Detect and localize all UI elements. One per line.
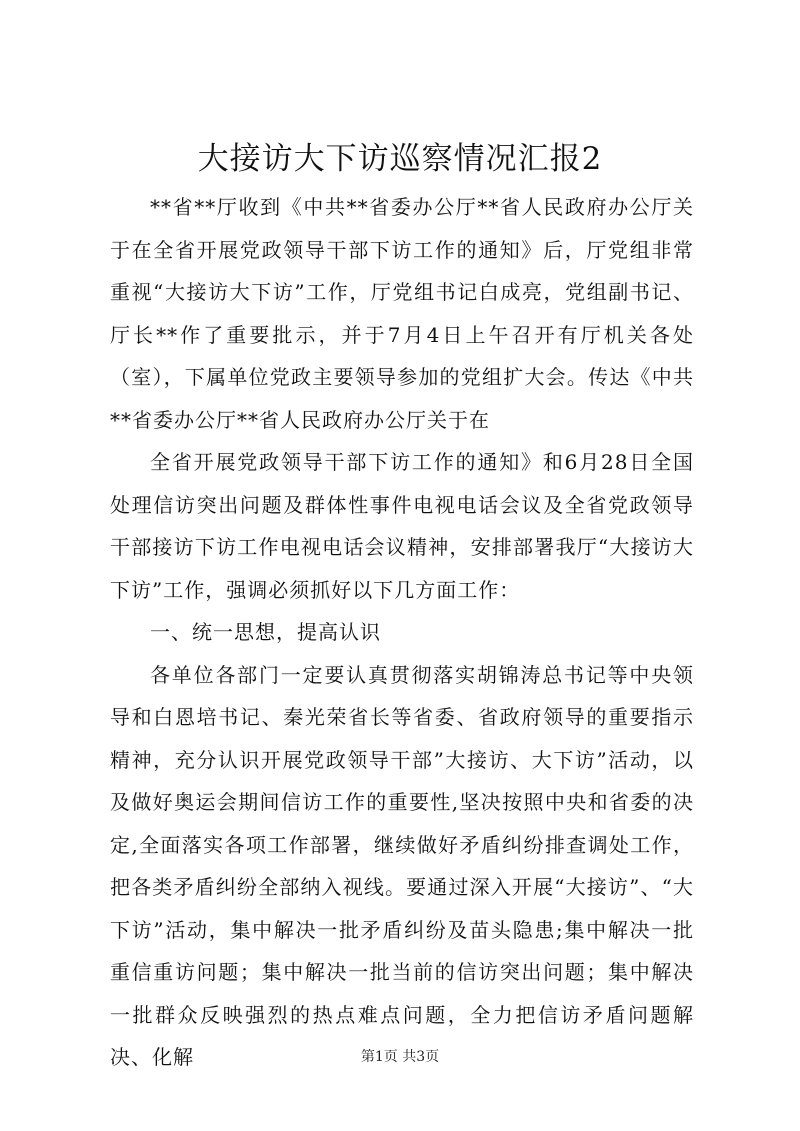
- paragraph-1: **省**厅收到《中共**省委办公厅**省人民政府办公厅关于在全省开展党政领导干部下访工作的通知》后，厅党组非常重视“大接访大下访”工作，厅党组书记白成亮，党组副书记、厅长**作了重要批示，并于7月4日上午召开有厅机关各处（室），下属单位党政主要领导参加的党组扩大会。传达《中共**省委办公厅**省人民政府办公厅关于在: [110, 195, 694, 432]
- document-title: 大接访大下访巡察情况汇报2: [197, 141, 603, 177]
- section-heading-1: 一、统一思想，提高认识: [150, 620, 381, 644]
- paragraph-3: 各单位各部门一定要认真贯彻落实胡锦涛总书记等中央领导和白恩培书记、秦光荣省长等省委、省政府领导的重要指示精神，充分认识开展党政领导干部”大接访、大下访”活动，以及做好奥运会期间信访工作的重要性,坚决按照中央和省委的决定,全面落实各项工作部署，继续做好矛盾纠纷排查调处工作，把各类矛盾纠纷全部纳入视线。要通过深入开展“大接访”、“大下访”活动，集中解决一批矛盾纠纷及苗头隐患;集中解决一批重信重访问题；集中解决一批当前的信访突出问题；集中解决一批群众反映强烈的热点难点问题，全力把信访矛盾问题解决、化解: [110, 662, 694, 1069]
- paragraph-2: 全省开展党政领导干部下访工作的通知》和6月28日全国处理信访突出问题及群体性事件电视电话会议及全省党政领导干部接访下访工作电视电话会议精神，安排部署我厅“大接访大下访”工作，强调必须抓好以下几方面工作：: [110, 450, 694, 602]
- document-body: [110, 186, 694, 1079]
- page-footer: 第1页 共3页: [360, 1049, 440, 1065]
